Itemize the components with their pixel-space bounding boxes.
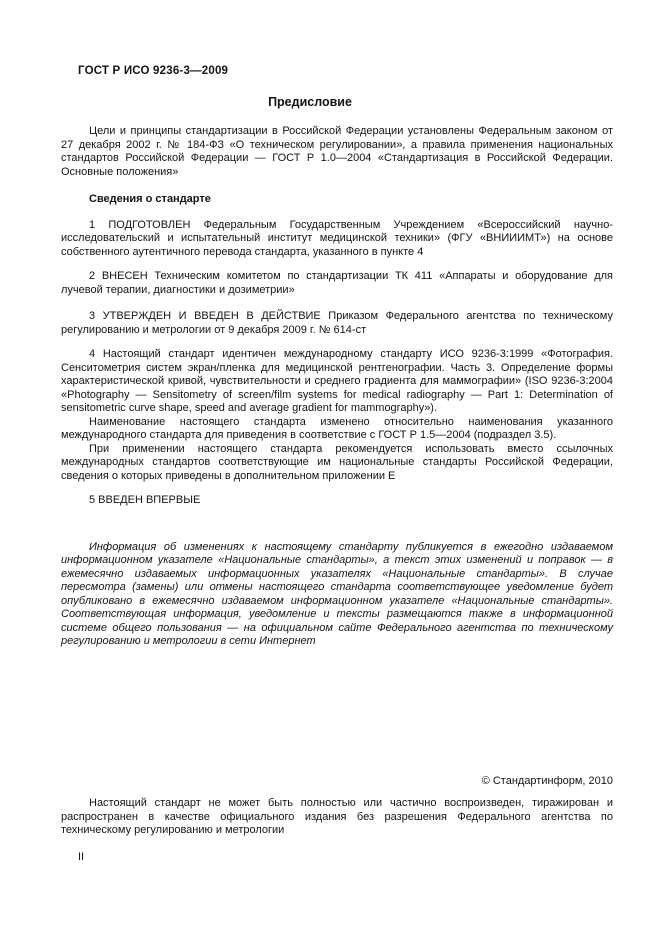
section-heading: Сведения о стандарте [89, 193, 211, 205]
reproduction-restriction-note: Настоящий стандарт не может быть полностью или частично воспроизведен, тиражирован и распространен в качестве официального издания без разрешения Федерального агентства по техническому регулированию и метрологии [61, 797, 613, 836]
page-number: II [78, 850, 85, 863]
doc-number: ГОСТ Р ИСО 9236-3—2009 [78, 65, 229, 77]
standard-info-item-identity-references: При применении настоящего стандарта рекомендуется использовать вместо ссылочных международных стандартов соответствующие им национальные стандарты Российской Федерации, сведения о которых приведены в дополнительном приложении Е [61, 442, 613, 482]
standard-info-item-first-edition: 5 ВВЕДЕН ВПЕРВЫЕ [89, 494, 201, 506]
standard-info-item-approved: 3 УТВЕРЖДЕН И ВВЕДЕН В ДЕЙСТВИЕ Приказом Федерального агентства по техническому регулированию и метрологии от 9 декабря 2009 г. № 614-ст [61, 310, 613, 336]
amendments-info-note: Информация об изменениях к настоящему стандарту публикуется в ежегодно издаваемом информационном указателе «Национальные стандарты», а текст этих изменений и поправок — в ежемесячно издаваемых информационных указателях «Национальные стандарты». В случае пересмотра (замены) или отмены настоящего стандарта соответствующее уведомление будет опубликовано в ежемесячно издаваемом информационном указателе «Национальные стандарты». Соответствующая информация, уведомление и тексты размещаются также в информационной системе общего пользования — на официальном сайте Федерального агентства по техническому регулированию и метрологии в сети Интернет [61, 540, 613, 647]
standard-info-item-submitted: 2 ВНЕСЕН Техническим комитетом по стандартизации ТК 411 «Аппараты и оборудование для лучевой терапии, диагностики и дозиметрии» [61, 270, 613, 296]
page-title: Предисловие [268, 95, 352, 109]
intro-paragraph: Цели и принципы стандартизации в Российской Федерации установлены Федеральным законом от 27 декабря 2002 г. № 184-ФЗ «О техническом регулировании», а правила применения национальных стандартов Российской Федерации — ГОСТ Р 1.0—2004 «Стандартизация в Российской Федерации. Основные положения» [61, 125, 613, 178]
standard-info-item-identity: 4 Настоящий стандарт идентичен международному стандарту ИСО 9236-3:1999 «Фотография. Сенситометрия систем экран/пленка для медицинской рентгенографии. Часть 3. Определение формы характеристической кривой, чувствительности и среднего градиента для маммографии» (ISO 9236-3:2004 «Photography — Sensitometry of screen/film systems for medical radiography — Part 1: Determination of sensitometric curve shape, speed and average gradient for mammography»). [61, 348, 613, 414]
standard-info-item-prepared: 1 ПОДГОТОВЛЕН Федеральным Государственным Учреждением «Всероссийский научно-исследовательский и испытательный институт медицинской техники» (ФГУ «ВНИИИМТ») на основе собственного аутентичного перевода стандарта, указанного в пункте 4 [61, 218, 613, 258]
standard-info-item-identity-name-change: Наименование настоящего стандарта изменено относительно наименования указанного международного стандарта для приведения в соответствие с ГОСТ Р 1.5—2004 (подраздел 3.5). [61, 415, 613, 441]
copyright-notice: © Стандартинформ, 2010 [481, 774, 613, 787]
